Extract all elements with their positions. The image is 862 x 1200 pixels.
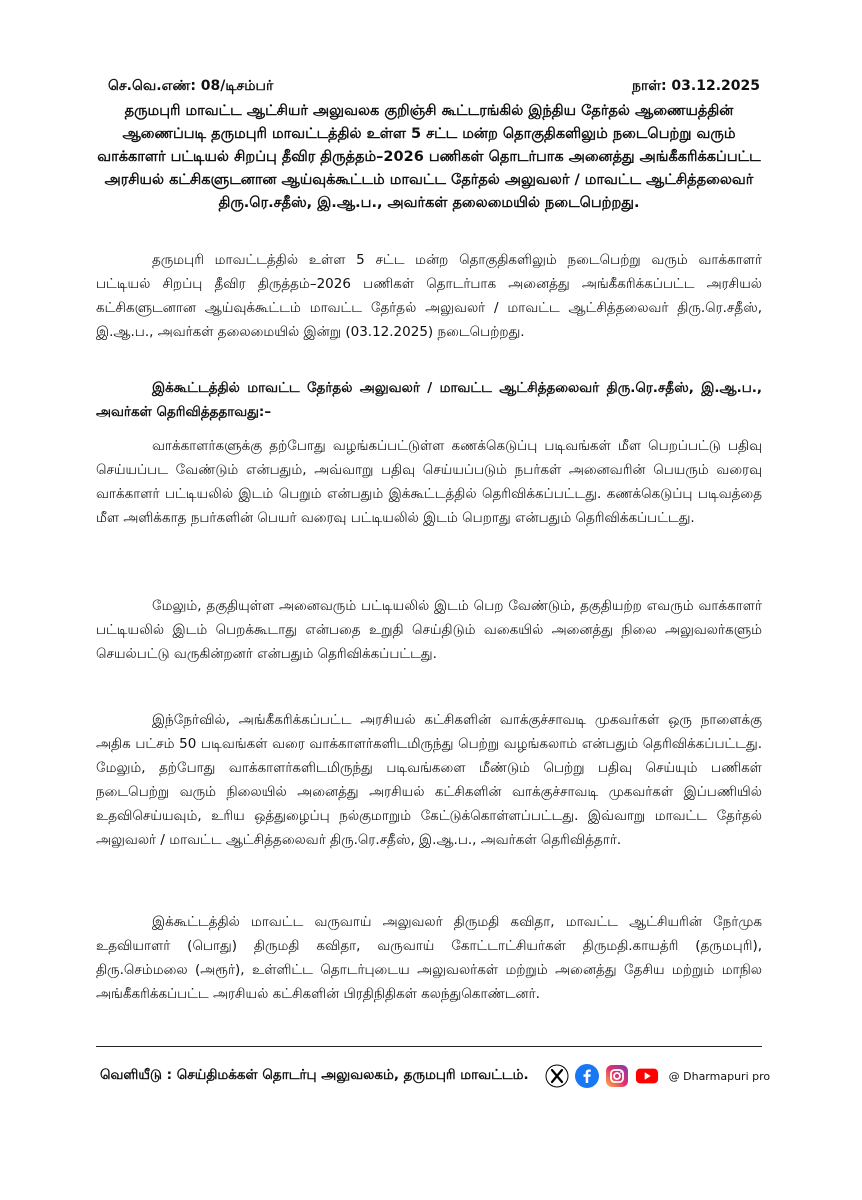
x-icon[interactable] [545,1064,569,1088]
paragraph-3: வாக்காளர்களுக்கு தற்போது வழங்கப்பட்டுள்ள கணக்கெடுப்பு படிவங்கள் மீள பெறப்பட்டு பதிவு செய்யப்பட வேண்டும் என்பதும், அவ்வாறு பதிவு செய்யப்படும் நபர்கள் அனைவரின் பெயரும் வரைவு வாக்காளர் பட்டியலில் இடம் பெறும் என்பதும் இக்கூட்டத்தில் தெரிவிக்கப்பட்டது. கணக்கெடுப்பு படிவத்தை மீள அளிக்காத நபர்களின் பெயர் வரைவு பட்டியலில் இடம் பெறாது என்பதும் தெரிவிக்கப்பட்டது. [96,438,762,526]
paragraph-1: தருமபுரி மாவட்டத்தில் உள்ள 5 சட்ட மன்ற தொகுதிகளிலும் நடைபெற்று வரும் வாக்காளர் பட்டியல் சிறப்பு தீவிர திருத்தம்–2026 பணிகள் தொடர்பாக அனைத்து அங்கீகரிக்கப்பட்ட அரசியல் கட்சிகளுடனான ஆய்வுக்கூட்டம் மாவட்ட தேர்தல் அலுவலர் / மாவட்ட ஆட்சித்தலைவர் திரு.ரெ.சதீஸ், இ.ஆ.ப., அவர்கள் தலைமையில் இன்று (03.12.2025) நடைபெற்றது. [96,252,762,340]
footer [100,1060,771,1092]
paragraph-2: இக்கூட்டத்தில் மாவட்ட தேர்தல் அலுவலர் / மாவட்ட ஆட்சித்தலைவர் திரு.ரெ.சதீஸ், இ.ஆ.ப., அவர்கள் தெரிவித்ததாவது:– [96,380,762,420]
facebook-icon[interactable] [575,1064,599,1088]
instagram-icon[interactable] [605,1064,629,1088]
social-links [545,1064,771,1088]
headline: தருமபுரி மாவட்ட ஆட்சியர் அலுவலக குறிஞ்சி கூட்டரங்கில் இந்திய தேர்தல் ஆணையத்தின் ஆணைப்படி தருமபுரி மாவட்டத்தில் உள்ள 5 சட்ட மன்ற தொகுதிகளிலும் நடைபெற்று வரும் வாக்காளர் பட்டியல் சிறப்பு தீவிர திருத்தம்–2026 பணிகள் தொடர்பாக அனைத்து அங்கீகரிக்கப்பட்ட அரசியல் கட்சிகளுடனான ஆய்வுக்கூட்டம் மாவட்ட தேர்தல் அலுவலர் / மாவட்ட ஆட்சித்தலைவர் திரு.ரெ.சதீஸ், இ.ஆ.ப., அவர்கள் தலைமையில் நடைபெற்றது. [97,103,761,211]
youtube-icon[interactable] [635,1064,659,1088]
header-meta [108,78,760,96]
reference-number: செ.வெ.எண்: 08/டிசம்பர் [108,78,274,94]
paragraph-4: மேலும், தகுதியுள்ள அனைவரும் பட்டியலில் இடம் பெற வேண்டும், தகுதியற்ற எவரும் வாக்காளர் பட்டியலில் இடம் பெறக்கூடாது என்பதை உறுதி செய்திடும் வகையில் அனைத்து நிலை அலுவலர்களும் செயல்பட்டு வருகின்றனர் என்பதும் தெரிவிக்கப்பட்டது. [96,598,762,662]
paragraph-5: இந்நேர்வில், அங்கீகரிக்கப்பட்ட அரசியல் கட்சிகளின் வாக்குச்சாவடி முகவர்கள் ஒரு நாளைக்கு அதிக பட்சம் 50 படிவங்கள் வரை வாக்காளர்களிடமிருந்து பெற்று வழங்கலாம் என்பதும் தெரிவிக்கப்பட்டது. மேலும், தற்போது வாக்காளர்களிடமிருந்து படிவங்களை மீண்டும் பெற்று பதிவு செய்யும் பணிகள் நடைபெற்று வரும் நிலையில் அனைத்து அரசியல் கட்சிகளின் வாக்குச்சாவடி முகவர்கள் இப்பணியில் உதவிசெய்யவும், உரிய ஒத்துழைப்பு நல்குமாறும் கேட்டுக்கொள்ளப்பட்டது. இவ்வாறு மாவட்ட தேர்தல் அலுவலர் / மாவட்ட ஆட்சித்தலைவர் திரு.ரெ.சதீஸ், இ.ஆ.ப., அவர்கள் தெரிவித்தார். [96,712,762,848]
release-credit: வெளியீடு : செய்திமக்கள் தொடர்பு அலுவலகம், தருமபுரி மாவட்டம். [100,1067,529,1083]
paragraph-6: இக்கூட்டத்தில் மாவட்ட வருவாய் அலுவலர் திருமதி கவிதா, மாவட்ட ஆட்சியரின் நேர்முக உதவியாளர் (பொது) திருமதி கவிதா, வருவாய் கோட்டாட்சியர்கள் திருமதி.காயத்ரி (தருமபுரி), திரு.செம்மலை (அரூர்), உள்ளிட்ட தொடர்புடைய அலுவலர்கள் மற்றும் அனைத்து தேசிய மற்றும் மாநில அங்கீகரிக்கப்பட்ட அரசியல் கட்சிகளின் பிரதிநிதிகள் கலந்துகொண்டனர். [96,914,762,1002]
social-handle[interactable]: @ Dharmapuri pro [668,1069,771,1083]
release-date: நாள்: 03.12.2025 [632,78,760,94]
footer-divider [96,1046,762,1047]
